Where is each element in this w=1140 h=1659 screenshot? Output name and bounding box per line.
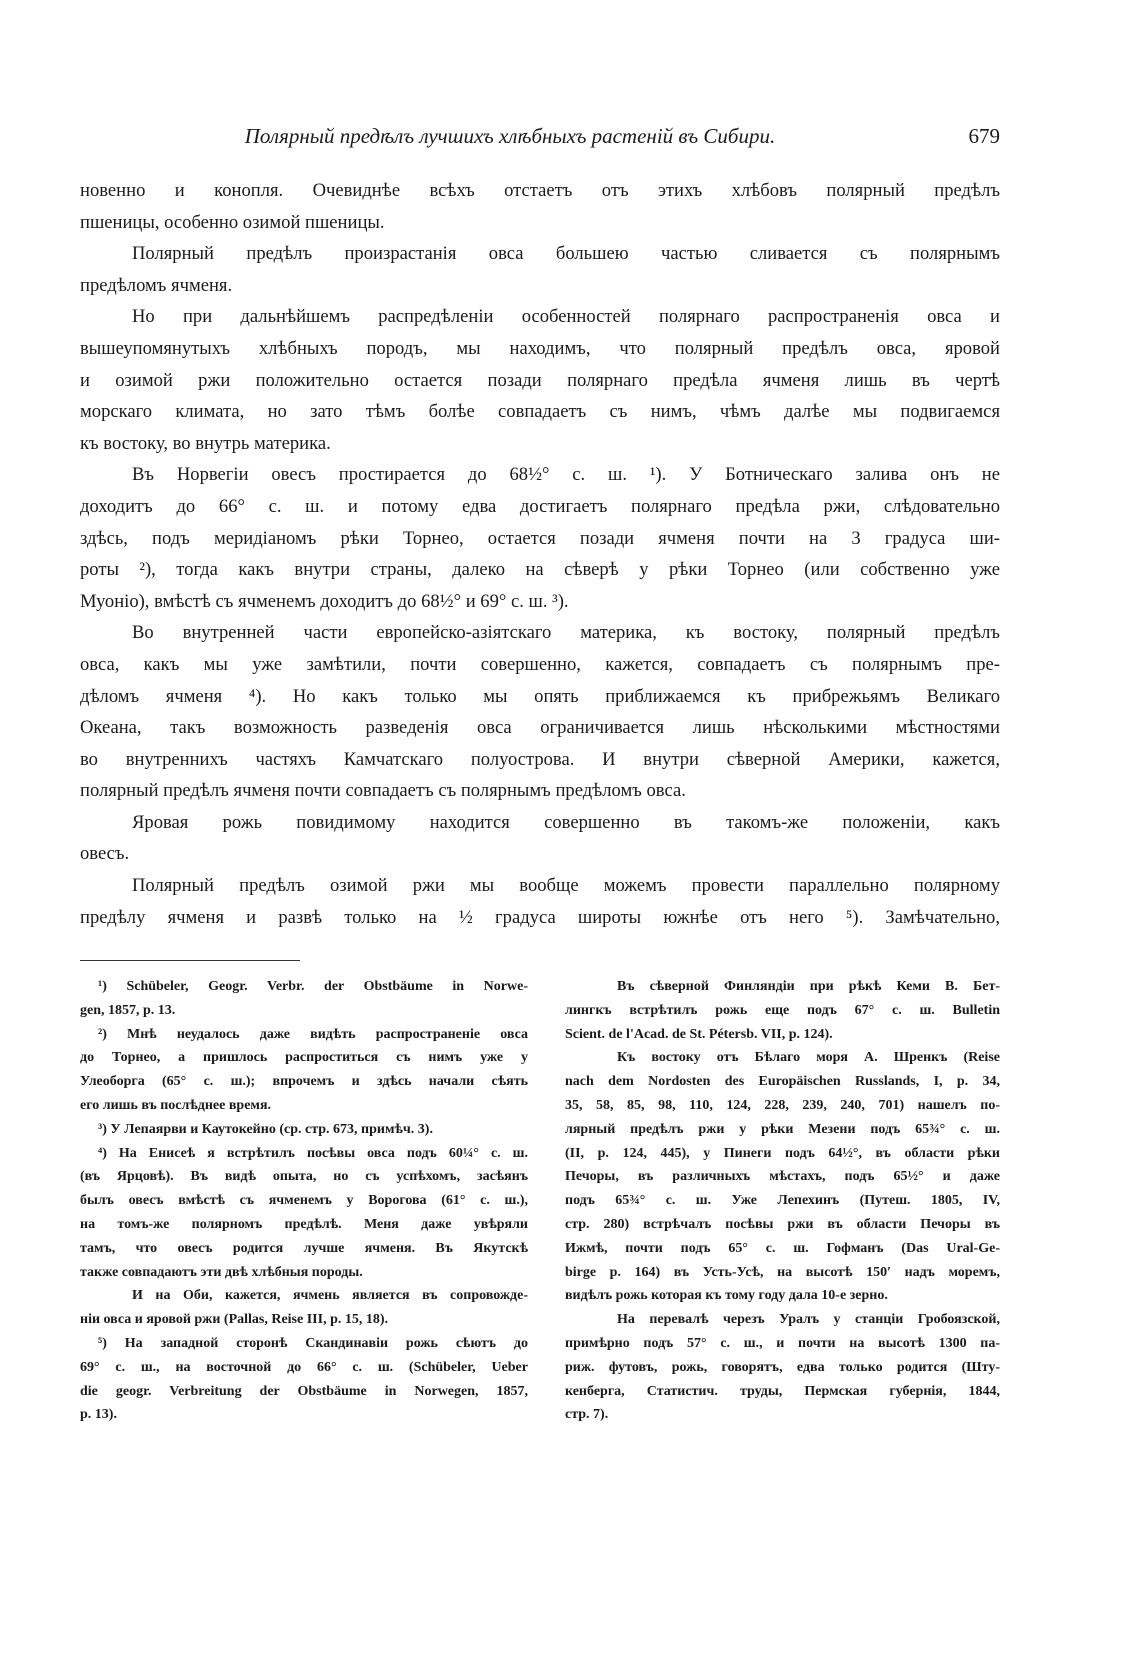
text-line: кенберга, Статистич. труды, Пермская губернія, 1844, [565,1383,1000,1399]
text-line: Полярный предѣлъ озимой ржи мы вообще можемъ провести параллельно полярному [132,875,1000,897]
text-line: Въ сѣверной Финляндіи при рѣкѣ Кеми В. Бет- [617,979,1000,994]
text-line: овесъ. [80,843,130,865]
text-line: gen, 1857, p. 13. [80,1002,176,1018]
text-line: ¹) Schübeler, Geogr. Verbr. der Obstbäume in Norwe- [98,979,528,994]
text-line: овса, какъ мы уже замѣтили, почти совершенно, кажется, совпадаетъ съ полярнымъ пре- [80,653,1000,675]
text-line: 35, 58, 85, 98, 110, 124, 228, 239, 240, 701) нашелъ по- [565,1097,1000,1113]
text-line: вышеупомянутыхъ хлѣбныхъ породъ, мы находимъ, что полярный предѣлъ овса, яровой [80,337,1000,359]
text-line: birge p. 164) въ Усть-Усѣ, на высотѣ 150′ надъ моремъ, [565,1264,1000,1280]
footnote [565,1308,1000,1427]
paragraph [80,301,1000,459]
paragraph [80,459,1000,617]
text-line: ⁴) На Енисеѣ я встрѣтилъ посѣвы овса подъ 60¼° с. ш. [98,1145,528,1161]
text-line: Scient. de l'Acad. de St. Pétersb. VII, p. 124). [565,1026,833,1042]
text-line: пшеницы, особенно озимой пшеницы. [80,211,385,233]
text-line: до Торнео, а пришлось распроститься съ нимъ уже у [80,1050,528,1066]
text-line: къ востоку, во внутрь материка. [80,432,331,454]
page-number: 679 [968,124,1000,148]
text-line: На перевалѣ черезъ Уралъ у станціи Гробоязской, [617,1312,1000,1328]
footnote [565,975,1000,1046]
text-line: его лишь въ послѣднее время. [80,1097,272,1113]
text-line: новенно и конопля. Очевиднѣе всѣхъ отстаетъ отъ этихъ хлѣбовъ полярный предѣлъ [80,180,1000,201]
footnotes-right-column [565,975,1000,1427]
text-line: здѣсь, подъ меридіаномъ рѣки Торнео, остается позади ячменя почти на 3 градуса ши- [80,527,1000,549]
text-line: Но при дальнѣйшемъ распредѣленіи особенностей полярнаго распространенія овса и [132,306,1000,328]
text-line: видѣлъ рожь которая къ тому году дала 10-е зерно. [565,1288,888,1304]
text-line: риж. футовъ, рожь, говорятъ, едва только родится (Шту- [565,1359,1000,1375]
footnote-divider [80,960,300,961]
text-line: (въ Ярцовѣ). Въ видѣ опыта, но съ успѣхомъ, засѣянъ [80,1169,528,1185]
text-line: доходитъ до 66° с. ш. и потому едва достигаетъ полярнаго предѣла ржи, слѣдовательно [80,495,1000,517]
footnote [80,1023,528,1118]
text-line: лингкъ встрѣтилъ рожь еще подъ 67° с. ш. Bulletin [565,1002,1000,1018]
footnote [80,975,528,1023]
text-line: былъ овесъ вмѣстѣ съ ячменемъ у Ворогова (61° с. ш.), [80,1193,528,1209]
text-line: морскаго климата, но зато тѣмъ болѣе совпадаетъ съ нимъ, чѣмъ далѣе мы подвигаемся [80,401,1000,423]
text-line: тамъ, что овесъ родится лучше ячменя. Въ Якутскѣ [80,1240,528,1256]
text-line: подъ 65¾° с. ш. Уже Лепехинъ (Путеш. 1805, IV, [565,1193,1000,1209]
text-line: Полярный предѣлъ произрастанія овса большею частью сливается съ полярнымъ [132,243,1000,265]
text-line: 69° с. ш., на восточной до 66° с. ш. (Schübeler, Ueber [80,1359,528,1375]
text-line: полярный предѣлъ ячменя почти совпадаетъ съ полярнымъ предѣломъ овса. [80,780,686,802]
paragraph [80,617,1000,807]
text-line: дѣломъ ячменя ⁴). Но какъ только мы опять приближаемся къ прибрежьямъ Великаго [80,685,1000,707]
text-line: Ижмѣ, почти подъ 65° с. ш. Гофманъ (Das Ural-Ge- [565,1240,1000,1256]
text-line: ⁵) На западной сторонѣ Скандинавіи рожь сѣютъ до [98,1335,528,1351]
text-line: предѣлу ячменя и развѣ только на ½ градуса широты южнѣе отъ него ⁵). Замѣчательно, [80,906,1000,928]
text-line: Въ Норвегіи овесъ простирается до 68½° с. ш. ¹). У Ботническаго залива онъ не [132,464,1000,486]
text-line: и озимой ржи положительно остается позади полярнаго предѣла ячменя лишь въ чертѣ [80,369,1000,391]
text-line: ³) У Лепаярви и Каутокейно (ср. стр. 673, примѣч. 3). [98,1121,433,1137]
main-text [80,175,1000,933]
running-title: Полярный предѣлъ лучшихъ хлѣбныхъ растеній въ Сибири. [244,124,776,148]
text-line: Муоніо), вмѣстѣ съ ячменемъ доходитъ до 68½° и 69° с. ш. ³). [80,590,569,612]
text-line: Океана, такъ возможность разведенія овса ограничивается лишь нѣсколькими мѣстностями [80,717,1000,739]
text-line: Печоры, въ различныхъ мѣстахъ, подъ 65½° и даже [565,1169,1000,1185]
text-line: nach dem Nordosten des Europäischen Russlands, I, p. 34, [565,1074,1000,1090]
text-line: Яровая рожь повидимому находится совершенно въ такомъ-же положеніи, какъ [132,811,1000,833]
text-line: роты ²), тогда какъ внутри страны, далеко на сѣверѣ у рѣки Торнео (или собственно уже [80,559,1000,581]
text-line: (II, p. 124, 445), у Пинеги подъ 64½°, въ области рѣки [565,1145,1000,1161]
text-line: стр. 7). [565,1407,609,1423]
text-line: И на Оби, кажется, ячмень является въ сопровожде- [132,1288,528,1304]
text-line: также совпадаютъ эти двѣ хлѣбныя породы. [80,1264,363,1280]
text-line: p. 13). [80,1407,117,1423]
text-line: стр. 280) встрѣчалъ посѣвы ржи въ области Печоры въ [565,1216,1000,1232]
footnotes-left-column [80,975,528,1427]
footnote [80,1332,528,1427]
paragraph [80,238,1000,301]
text-line: Къ востоку отъ Бѣлаго моря А. Шренкъ (Reise [617,1050,1000,1066]
paragraph [80,870,1000,933]
text-line: предѣломъ ячменя. [80,274,233,296]
footnote [80,1142,528,1285]
text-line: ніи овса и яровой ржи (Pallas, Reise III, p. 15, 18). [80,1312,389,1328]
footnote [80,1118,528,1142]
text-line: примѣрно подъ 57° с. ш., и почти на высотѣ 1300 па- [565,1335,1000,1351]
text-line: ²) Мнѣ неудалось даже видѣть распространеніе овса [98,1026,528,1042]
text-line: die geogr. Verbreitung der Obstbäume in Norwegen, 1857, [80,1383,528,1399]
paragraph [80,175,1000,238]
text-line: на томъ-же полярномъ предѣлѣ. Меня даже увѣряли [80,1216,528,1232]
footnote [565,1046,1000,1308]
footnote [80,1284,528,1332]
running-header [80,124,1000,154]
paragraph [80,807,1000,870]
text-line: Во внутренней части европейско-азіятскаго материка, къ востоку, полярный предѣлъ [132,622,1000,644]
text-line: лярный предѣлъ ржи у рѣки Мезени подъ 65¾° с. ш. [565,1121,1000,1137]
text-line: Улеоборга (65° с. ш.); впрочемъ и здѣсь начали сѣять [80,1074,528,1090]
text-line: во внутреннихъ частяхъ Камчатскаго полуострова. И внутри сѣверной Америки, кажется, [80,748,1000,770]
